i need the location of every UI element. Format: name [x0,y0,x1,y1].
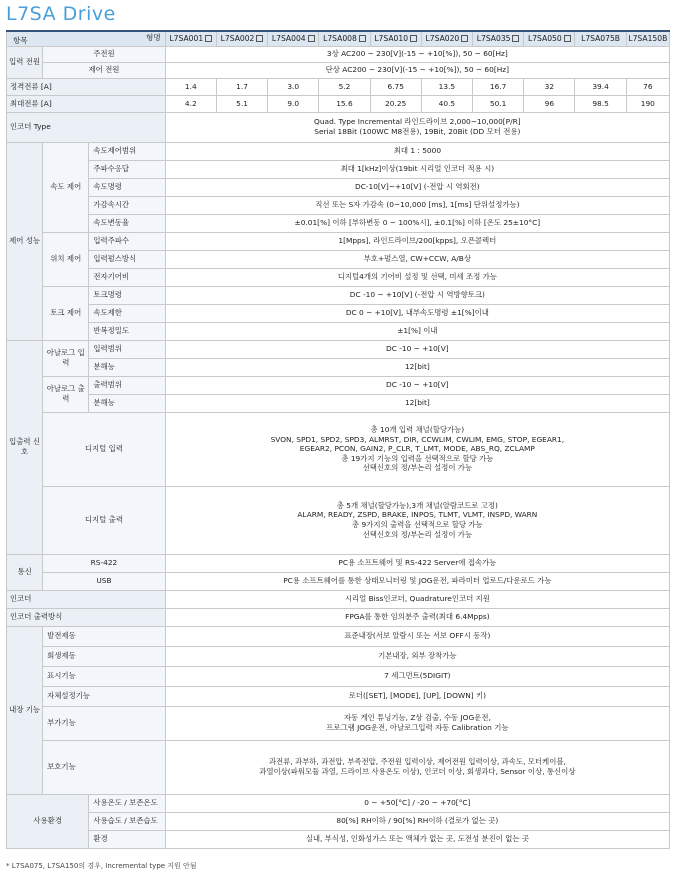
checkbox-icon [564,35,571,42]
spec-label: 토크명령 [89,286,165,304]
digital-output-label: 디지털 출력 [43,486,166,554]
extra-function-value [165,706,669,740]
rated-current-row [7,78,670,95]
max-current-cell: 5.1 [216,95,267,112]
digital-input-value [165,412,669,486]
env-group-label: 사용환경 [7,794,89,848]
spec-label: 자체설정기능 [43,686,166,706]
spec-label: 입력펄스방식 [89,250,165,268]
model-header: L7SA075B [575,31,626,46]
rated-current-cell: 5.2 [319,78,370,95]
spec-value: 기본내장, 외부 장착가능 [165,646,669,666]
header-row [7,31,670,46]
max-current-cell: 20.25 [370,95,421,112]
comm-usb-label: USB [43,572,166,590]
position-control-label: 위치 제어 [43,232,89,286]
encoder-type-value [165,112,669,142]
rated-current-cell: 1.7 [216,78,267,95]
extra-function-label: 부가기능 [43,706,166,740]
model-header: L7SA001 [165,31,216,46]
power-group-label: 입력 전원 [7,46,43,78]
page-title: L7SA Drive [6,3,116,25]
spec-value: 표준내장(서보 알람시 또는 서보 OFF시 동작) [165,626,669,646]
control-group-label: 제어 성능 [7,142,43,340]
rated-current-cell: 32 [524,78,575,95]
torque-control-label: 토크 제어 [43,286,89,340]
max-current-row [7,95,670,112]
digital-input-line: 총 10개 입력 채널(할당가능) [370,424,465,434]
header-model-label: 형명 [146,33,161,42]
digital-output-line: 총 9가지의 출력을 선택적으로 할당 가능 [352,520,483,529]
max-current-cell: 9.0 [268,95,319,112]
encoder-type-label: 인코더 Type [7,112,166,142]
extra-function-line: 프로그램 JOG운전, 아날로그입력 자동 Calibration 기능 [326,723,509,732]
control-power-value: 단상 AC200 ~ 230[V](-15 ~ +10[%]), 50 ~ 60[Hz] [165,62,669,78]
model-header: L7SA004 [268,31,319,46]
spec-label: 분해능 [89,358,165,376]
spec-label: 발전제동 [43,626,166,646]
spec-label: 사용온도 / 보존온도 [89,794,165,812]
spec-value: DC -10 ~ +10[V] (-전압 시 역방향토크) [165,286,669,304]
max-current-cell: 96 [524,95,575,112]
spec-label: 입력범위 [89,340,165,358]
model-header: L7SA002 [216,31,267,46]
digital-input-line: 총 19가지 기능의 입력을 선택적으로 할당 가능 [341,453,494,463]
max-current-cell: 98.5 [575,95,626,112]
digital-input-label: 디지털 입력 [43,412,166,486]
speed-control-label: 속도 제어 [43,142,89,232]
extra-function-line: 자동 게인 튜닝기능, Z상 검출, 수동 JOG운전, [343,713,491,723]
spec-label: 속도제한 [89,304,165,322]
checkbox-icon [308,35,315,42]
digital-output-line: 선택신호의 정/부논리 설정이 가능 [362,529,473,539]
max-current-label: 최대전류 [A] [7,95,166,112]
encoder-type-line: Quad. Type Incremental 라인드라이브 2,000~10,000[P/R] [314,117,521,127]
checkbox-icon [410,35,417,42]
max-current-cell: 50.1 [473,95,524,112]
spec-value: DC -10 ~ +10[V] [165,376,669,394]
comm-group-label: 통신 [7,554,43,590]
spec-label: 주파수응답 [89,160,165,178]
spec-value: 로더([SET], [MODE], [UP], [DOWN] 키) [165,686,669,706]
max-current-cell: 15.6 [319,95,370,112]
spec-label: 사용습도 / 보존습도 [89,812,165,830]
spec-value: DC-10[V]~+10[V] (-전압 시 역회전) [165,178,669,196]
spec-label: 출력범위 [89,376,165,394]
spec-label: 회생제동 [43,646,166,666]
rated-current-cell: 6.75 [370,78,421,95]
rated-current-cell: 16.7 [473,78,524,95]
spec-value: 0 ~ +50[°C] / -20 ~ +70[°C] [165,794,669,812]
protect-function-value [165,740,669,794]
model-header: L7SA150B [626,31,669,46]
checkbox-icon [461,35,468,42]
encoder-value: 시리얼 Biss인코더, Quadrature인코더 지원 [165,590,669,608]
checkbox-icon [512,35,519,42]
spec-label: 표시기능 [43,666,166,686]
max-current-cell: 190 [626,95,669,112]
model-header: L7SA020 [421,31,472,46]
header-item-model [7,31,166,46]
spec-label: 입력주파수 [89,232,165,250]
spec-value: 12[bit] [165,358,669,376]
main-power-label: 주전원 [43,46,166,62]
analog-output-label: 아날로그 출력 [43,376,89,412]
digital-input-line: SVON, SPD1, SPD2, SPD3, ALMRST, DIR, CCWLIM, CWLIM, EMG, STOP, EGEAR1, [270,434,565,444]
rated-current-cell: 13.5 [421,78,472,95]
spec-value: 1[Mpps], 라인드라이브/200[kpps], 오픈콜렉터 [165,232,669,250]
spec-value: ±1[%] 이내 [165,322,669,340]
footnote: * L7SA075, L7SA150의 경우, Incremental type 지원 안됨 [6,862,197,870]
spec-value: 디지털4개의 기어비 설정 및 선택, 미세 조정 가능 [165,268,669,286]
digital-output-line: ALARM, READY, ZSPD, BRAKE, INPOS, TLMT, VLMT, INSPD, WARN [297,510,538,520]
max-current-cell: 40.5 [421,95,472,112]
spec-value: 80[%] RH이하 / 90[%] RH이하 (결로가 없는 곳) [165,812,669,830]
encoder-output-label: 인코더 출력방식 [7,608,166,626]
encoder-output-value: FPGA를 통한 임의분주 출력(최대 6.4Mpps) [165,608,669,626]
rated-current-cell: 39.4 [575,78,626,95]
spec-label: 속도명령 [89,178,165,196]
control-power-label: 제어 전원 [43,62,166,78]
model-header: L7SA010 [370,31,421,46]
spec-value: 최대 1[kHz]이상(19bit 시리얼 인코더 적용 시) [165,160,669,178]
spec-table [6,30,670,849]
digital-input-line: EGEAR2, PCON, GAIN2, P_CLR, T_LMT, MODE, ABS_RQ, ZCLAMP [299,444,535,454]
io-group-label: 입출력 신호 [7,340,43,554]
model-header: L7SA008 [319,31,370,46]
analog-input-label: 아날로그 입력 [43,340,89,376]
encoder-type-line: Serial 18Bit (100WC M8전용), 19Bit, 20Bit (DD 모터 전용) [314,127,521,136]
spec-value: PC용 소프트웨어를 통한 상태모니터링 및 JOG운전, 파라미터 업로드/다운로드 가능 [165,572,669,590]
spec-label: 전자기어비 [89,268,165,286]
spec-value: DC 0 ~ +10[V], 내부속도명령 ±1[%]이내 [165,304,669,322]
encoder-label: 인코더 [7,590,166,608]
model-header: L7SA050 [524,31,575,46]
spec-value: ±0.01[%] 이하 [부하변동 0 ~ 100%시], ±0.1[%] 이하 [온도 25±10°C] [165,214,669,232]
comm-rs422-label: RS-422 [43,554,166,572]
spec-value: 부호+펄스열, CW+CCW, A/B상 [165,250,669,268]
spec-value: 최대 1 : 5000 [165,142,669,160]
protect-function-line: 과전류, 과부하, 과전압, 부족전압, 주전원 입력이상, 제어전원 입력이상, 과속도, 모터케이블, [268,757,566,767]
checkbox-icon [256,35,263,42]
protect-function-line: 과열이상(파워모듈 과열, 드라이브 사용온도 이상), 인코더 이상, 회생과다, Sensor 이상, 통신이상 [259,767,576,776]
model-header: L7SA035 [473,31,524,46]
spec-value: 12[bit] [165,394,669,412]
spec-label: 환경 [89,830,165,848]
spec-value: 직선 또는 S자 가감속 (0~10,000 [ms], 1[ms] 단위설정가능) [165,196,669,214]
rated-current-cell: 76 [626,78,669,95]
spec-label: 가감속시간 [89,196,165,214]
digital-output-value [165,486,669,554]
checkbox-icon [359,35,366,42]
max-current-cell: 4.2 [165,95,216,112]
spec-label: 속도변동율 [89,214,165,232]
spec-value: DC -10 ~ +10[V] [165,340,669,358]
rated-current-label: 정격전류 [A] [7,78,166,95]
spec-value: 실내, 부식성, 인화성가스 또는 액체가 없는 곳, 도전성 분진이 없는 곳 [165,830,669,848]
spec-value: 7 세그먼트(5DIGIT) [165,666,669,686]
spec-value: PC용 소프트웨어 및 RS-422 Server에 접속가능 [165,554,669,572]
builtin-group-label: 내장 기능 [7,626,43,794]
digital-output-line: 총 5개 채널(할당가능),3개 채널(알람코드로 고정) [336,500,498,510]
spec-label: 반복정밀도 [89,322,165,340]
protect-function-label: 보호기능 [43,740,166,794]
spec-label: 속도제어범위 [89,142,165,160]
digital-input-line: 선택신호의 정/부논리 설정이 가능 [362,463,473,473]
rated-current-cell: 3.0 [268,78,319,95]
header-item-label: 항목 [13,36,28,45]
spec-label: 분해능 [89,394,165,412]
checkbox-icon [205,35,212,42]
rated-current-cell: 1.4 [165,78,216,95]
main-power-value: 3상 AC200 ~ 230[V](-15 ~ +10[%]), 50 ~ 60[Hz] [165,46,669,62]
